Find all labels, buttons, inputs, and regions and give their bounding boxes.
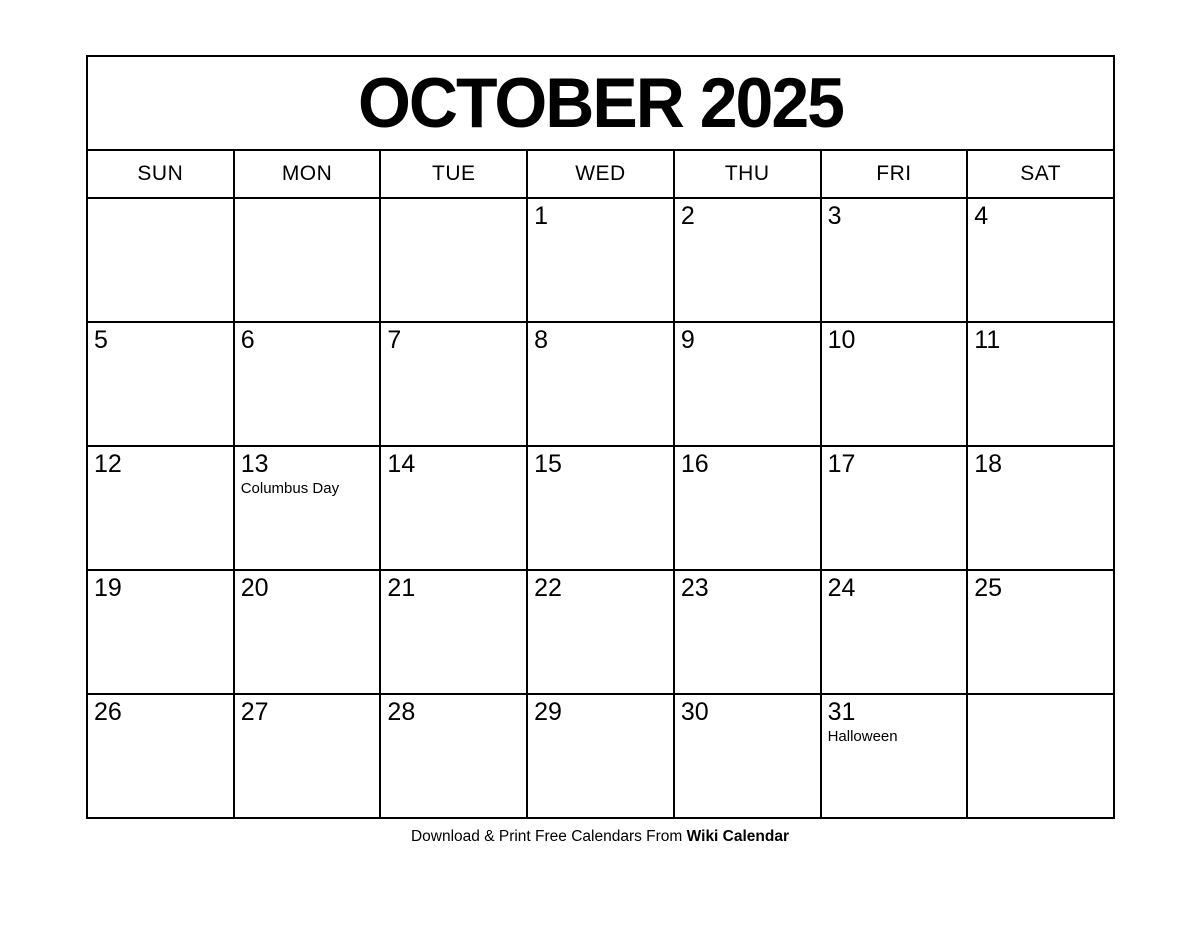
day-number: 18: [974, 450, 1003, 478]
day-number: 11: [974, 326, 1001, 354]
weekday-label: SUN: [137, 162, 184, 185]
day-number: 7: [387, 326, 402, 354]
calendar-cell-day-9: [675, 323, 820, 445]
day-number: 24: [827, 574, 856, 602]
calendar-cell-day-13: [235, 447, 380, 569]
day-number: 21: [387, 574, 416, 602]
weekday-header-wed: [528, 151, 673, 197]
day-number: 30: [680, 698, 709, 726]
calendar-cell-day-19: [88, 571, 233, 693]
calendar-cell-day-26: [88, 695, 233, 817]
day-number: 29: [534, 698, 562, 726]
day-number: 9: [680, 326, 695, 354]
weekday-label: FRI: [876, 162, 912, 185]
calendar-cell-day-21: [381, 571, 526, 693]
calendar-cell-day-30: [675, 695, 820, 817]
day-number: 27: [240, 698, 269, 726]
calendar: [86, 55, 1115, 819]
calendar-title: OCTOBER 2025: [358, 63, 843, 143]
calendar-cell-empty: [88, 199, 233, 321]
calendar-cell-day-31: [822, 695, 967, 817]
day-number: 28: [387, 698, 416, 726]
calendar-cell-empty: [235, 199, 380, 321]
day-number: 14: [387, 450, 416, 478]
weekday-header-sat: [968, 151, 1113, 197]
footer-prefix: Download & Print Free Calendars From: [410, 828, 683, 845]
footer-text: [0, 828, 1200, 846]
day-number: 8: [534, 326, 549, 354]
calendar-cell-empty: [381, 199, 526, 321]
day-number: 2: [680, 202, 695, 230]
calendar-cell-day-15: [528, 447, 673, 569]
calendar-cell-day-3: [822, 199, 967, 321]
day-number: 26: [94, 698, 122, 726]
weekday-label: WED: [575, 162, 626, 185]
weekday-label: THU: [724, 162, 770, 185]
day-number: 19: [94, 574, 122, 602]
weekday-header-mon: [235, 151, 380, 197]
day-number: 10: [827, 326, 856, 354]
calendar-cell-day-23: [675, 571, 820, 693]
day-number: 13: [240, 450, 269, 478]
weekday-label: MON: [281, 162, 333, 185]
day-number: 4: [974, 202, 989, 230]
calendar-cell-day-27: [235, 695, 380, 817]
footer-brand: Wiki Calendar: [686, 828, 790, 845]
event-label: Columbus Day: [240, 479, 340, 497]
day-number: 15: [534, 450, 562, 478]
day-number: 3: [827, 202, 842, 230]
calendar-title-box: [86, 55, 1115, 151]
calendar-cell-day-29: [528, 695, 673, 817]
calendar-cell-day-17: [822, 447, 967, 569]
calendar-cell-empty: [968, 695, 1113, 817]
calendar-grid: [86, 149, 1115, 819]
day-number: 6: [240, 326, 255, 354]
calendar-cell-day-22: [528, 571, 673, 693]
day-number: 20: [240, 574, 269, 602]
calendar-cell-day-2: [675, 199, 820, 321]
calendar-cell-day-10: [822, 323, 967, 445]
day-number: 25: [974, 574, 1003, 602]
day-number: 31: [827, 698, 856, 726]
weekday-header-sun: [88, 151, 233, 197]
calendar-cell-day-25: [968, 571, 1113, 693]
day-number: 23: [680, 574, 709, 602]
calendar-cell-day-12: [88, 447, 233, 569]
calendar-cell-day-7: [381, 323, 526, 445]
weekday-header-fri: [822, 151, 967, 197]
day-number: 17: [827, 450, 856, 478]
calendar-cell-day-6: [235, 323, 380, 445]
day-number: 12: [94, 450, 122, 478]
calendar-cell-day-18: [968, 447, 1113, 569]
calendar-cell-day-11: [968, 323, 1113, 445]
calendar-cell-day-28: [381, 695, 526, 817]
event-label: Halloween: [827, 727, 898, 745]
calendar-cell-day-16: [675, 447, 820, 569]
weekday-label: TUE: [432, 162, 476, 185]
calendar-cell-day-4: [968, 199, 1113, 321]
calendar-cell-day-24: [822, 571, 967, 693]
calendar-cell-day-20: [235, 571, 380, 693]
calendar-cell-day-8: [528, 323, 673, 445]
weekday-label: SAT: [1020, 162, 1062, 185]
weekday-header-thu: [675, 151, 820, 197]
calendar-cell-day-1: [528, 199, 673, 321]
day-number: 5: [94, 326, 108, 354]
calendar-cell-day-5: [88, 323, 233, 445]
day-number: 16: [680, 450, 709, 478]
day-number: 1: [534, 202, 549, 230]
weekday-header-tue: [381, 151, 526, 197]
calendar-cell-day-14: [381, 447, 526, 569]
day-number: 22: [534, 574, 562, 602]
